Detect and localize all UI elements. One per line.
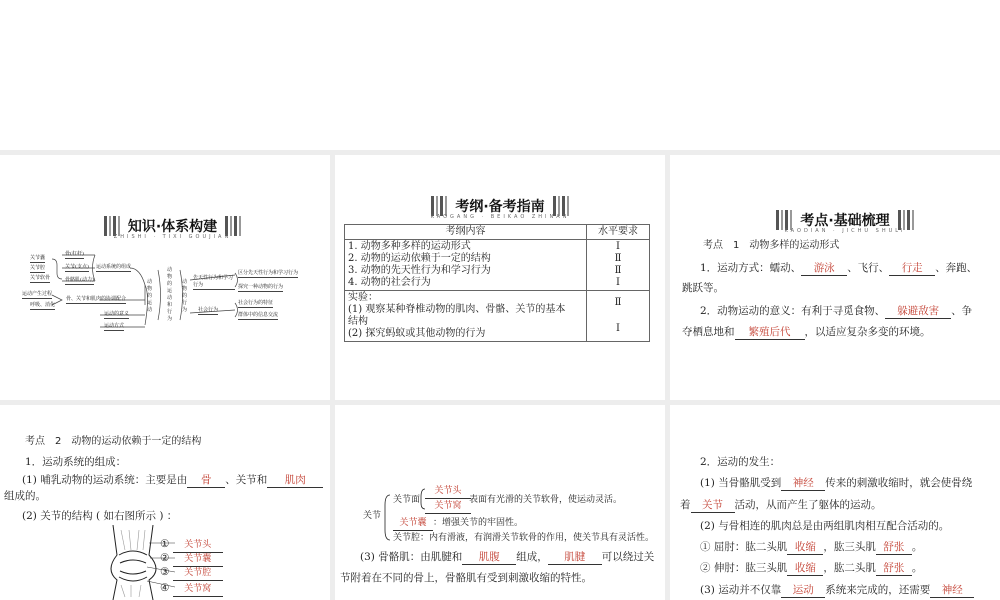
- top-blank-area: [0, 0, 1000, 150]
- table-cell-content: [345, 291, 587, 342]
- experiment-item: (1) 观察某种脊椎动物的肌肉、骨骼、关节的基本: [348, 304, 566, 315]
- answer-blank: 神经: [930, 583, 974, 598]
- syllabus-item: 3. 动物的先天性行为和学习行为: [348, 265, 491, 276]
- answer-blank: 舒张: [876, 561, 912, 576]
- mindmap-mid-item: 骨骼肌(动力): [65, 277, 94, 283]
- table-header: 考纲内容: [345, 225, 587, 240]
- syllabus-item: 2. 动物的运动依赖于一定的结构: [348, 253, 491, 264]
- section-heading: 考点 1 动物多样的运动形式: [703, 240, 840, 251]
- banner-subtitle: KAODIAN · JICHU SHULI: [784, 228, 906, 234]
- mindmap-left-item: 关节软骨: [30, 275, 51, 281]
- experiment-item: (2) 探究蚂蚁或其他动物的行为: [348, 328, 486, 339]
- text: 、奔跑、: [935, 262, 978, 274]
- paragraph: 节附着在不同的骨上，骨骼肌有受到刺激收缩的特性。: [340, 572, 592, 584]
- cavity-line: 关节腔：内有滑液，有润滑关节软骨的作用，使关节具有灵活性。: [393, 533, 655, 543]
- level-value: Ⅱ: [614, 265, 622, 276]
- text: ② 伸肘：肱三头肌: [700, 562, 788, 574]
- paragraph: 组成的。: [4, 490, 46, 502]
- mindmap-left-item: 关节腔: [30, 265, 46, 271]
- table-cell-level: [587, 291, 650, 342]
- syllabus-item: 4. 动物的社会行为: [348, 277, 431, 288]
- paragraph: [700, 561, 922, 576]
- text: 系统来完成的，还需要: [825, 584, 931, 596]
- paragraph: [682, 325, 931, 340]
- slide-joint-details[interactable]: [335, 405, 665, 600]
- mindmap-mid-item: 运动方式: [104, 323, 125, 329]
- surface-description: 表面有光滑的关节软骨，使运动灵活。: [469, 495, 623, 505]
- slide-basic-review[interactable]: [670, 155, 1000, 400]
- mindmap-mid-item: 运动的意义: [104, 311, 130, 317]
- mindmap-left-item: 呼吸、消化: [30, 302, 56, 308]
- syllabus-table: [344, 224, 650, 342]
- banner-title: 考纲·备考指南: [455, 199, 545, 215]
- answer-blank: 舒张: [876, 540, 912, 555]
- mindmap-center-2: 动物的运动和行为: [167, 267, 173, 322]
- text: 组成，: [516, 551, 548, 563]
- mindmap-left-item: 骨、关节和肌肉的协调配合: [66, 296, 127, 302]
- mindmap-mid-item: 骨(杠杆): [65, 251, 84, 257]
- text: (1) 当骨骼肌受到: [700, 477, 782, 489]
- banner-bars-right: [898, 210, 914, 230]
- text: ① 屈肘：肱二头肌: [700, 541, 788, 553]
- level-value: Ⅰ: [616, 323, 620, 334]
- answer-blank: 收缩: [787, 561, 823, 576]
- label-number: ③: [160, 566, 170, 578]
- text: ，以适应复杂多变的环境。: [804, 326, 931, 338]
- text: 传来的刺激收缩时，就会使骨绕: [825, 477, 973, 489]
- level-value: Ⅰ: [616, 241, 620, 252]
- paragraph: [22, 473, 323, 488]
- answer-blank: 关节腔: [173, 566, 223, 581]
- banner-subtitle: ZHISHI · TIXI GOUJIAN: [113, 234, 232, 240]
- mindmap-right-item: 探究一种动物的行为: [238, 284, 284, 290]
- paragraph: (2) 与骨相连的肌肉总是由两组肌肉相互配合活动的。: [700, 520, 950, 532]
- level-value: Ⅰ: [616, 277, 620, 288]
- answer-blank: 关节: [691, 498, 735, 513]
- paragraph: [360, 550, 654, 565]
- mindmap-right-mid: 先天性行为和学习行为: [193, 275, 234, 288]
- text: (1) 哺乳动物的运动系统：主要是由: [22, 474, 188, 486]
- mindmap-left-item: 关节囊: [30, 255, 46, 261]
- text: 1．运动方式：蠕动、: [700, 262, 802, 274]
- paragraph: [700, 261, 977, 276]
- answer-blank: 关节囊: [393, 516, 433, 531]
- text: 着: [680, 499, 691, 511]
- label-number: ①: [160, 538, 170, 550]
- experiment-item: 结构: [348, 316, 368, 327]
- answer-blank: 关节窝: [425, 499, 471, 514]
- text: ：增强关节的牢固性。: [433, 518, 524, 528]
- banner-bars-left: [431, 196, 447, 216]
- text: ，肱三头肌: [823, 541, 876, 553]
- paragraph: [700, 304, 972, 319]
- section-heading: 考点 2 动物的运动依赖于一定的结构: [25, 436, 202, 447]
- table-row: [345, 291, 650, 342]
- section-banner: [390, 193, 610, 219]
- section-banner: [750, 207, 940, 233]
- syllabus-item: 1. 动物多种多样的运动形式: [348, 241, 471, 252]
- banner-bars-left: [776, 210, 792, 230]
- slide-structure[interactable]: [0, 405, 330, 600]
- capsule-line: [393, 516, 523, 531]
- answer-blank: 行走: [889, 261, 935, 276]
- answer-blank: 骨: [187, 473, 225, 488]
- answer-blank: 收缩: [787, 540, 823, 555]
- mindmap-right-item: 区分先天性行为和学习行为: [238, 270, 299, 276]
- table-cell-content: [345, 240, 587, 291]
- slide-movement[interactable]: [670, 405, 1000, 600]
- paragraph: 1．运动系统的组成：: [25, 456, 127, 468]
- text: 夺栖息地和: [682, 326, 735, 338]
- table-cell-level: [587, 240, 650, 291]
- text: (3) 骨骼肌：由肌腱和: [360, 551, 463, 563]
- joint-label: 关节: [363, 511, 382, 521]
- answer-blank: 游泳: [801, 261, 847, 276]
- level-value: Ⅱ: [614, 297, 622, 308]
- text: 。: [911, 541, 923, 553]
- mindmap-mid-item: 运动系统的组成: [96, 264, 132, 270]
- banner-subtitle: KAOGANG · BEIKAO ZHINAN: [430, 214, 570, 220]
- answer-blank: 关节窝: [173, 582, 223, 597]
- paragraph: 2．运动的发生：: [700, 456, 781, 468]
- mindmap-right-mid: 社会行为: [198, 307, 219, 313]
- answer-blank: 躲避敌害: [885, 304, 951, 319]
- mindmap-right-item: 社会行为的特征: [238, 300, 274, 306]
- answer-blank: 繁殖后代: [735, 325, 805, 340]
- text: 、飞行、: [847, 262, 890, 274]
- text: 可以绕过关: [601, 551, 655, 563]
- text: (3) 运动并不仅靠: [700, 584, 782, 596]
- experiment-title: 实验：: [348, 292, 378, 303]
- paragraph: 跳跃等。: [682, 282, 724, 294]
- mindmap-right-item: 群体中的信息交流: [238, 312, 279, 318]
- answer-blank: 肌肉: [267, 473, 323, 488]
- slide-knowledge-system[interactable]: [0, 155, 330, 400]
- paragraph: [700, 583, 974, 598]
- mindmap-behavior: 动物的行为: [182, 279, 188, 313]
- paragraph: (2) 关节的结构 ( 如右图所示 ) ：: [22, 510, 178, 522]
- paragraph: [680, 498, 882, 513]
- joint-label: [160, 565, 223, 581]
- label-number: ②: [160, 552, 170, 564]
- text: 、关节和: [225, 474, 268, 486]
- table-row: [345, 240, 650, 291]
- joint-label: [160, 581, 223, 597]
- text: 2．动物运动的意义：有利于寻觅食物、: [700, 305, 886, 317]
- slide-exam-guide[interactable]: [335, 155, 665, 400]
- surface-label: 关节面: [393, 495, 421, 505]
- mindmap-center: 动物的运动: [147, 279, 153, 313]
- answer-blank: 关节头: [425, 484, 471, 499]
- answer-blank: 神经: [781, 476, 825, 491]
- paragraph: [700, 476, 972, 491]
- level-value: Ⅱ: [614, 253, 622, 264]
- paragraph: [700, 540, 922, 555]
- banner-title: 考点·基础梳理: [800, 213, 890, 229]
- mindmap-mid-item: 关节(支点): [65, 264, 89, 270]
- label-number: ④: [160, 582, 170, 594]
- answer-blank: 关节头: [173, 538, 223, 553]
- mindmap-left-item: 运动产生过程: [22, 291, 53, 297]
- table-header: 水平要求: [587, 225, 650, 240]
- text: 、争: [951, 305, 973, 317]
- table-header-row: [345, 225, 650, 240]
- answer-blank: 关节囊: [173, 552, 223, 567]
- banner-bars-right: [553, 196, 569, 216]
- text: 活动，从而产生了躯体的运动。: [734, 499, 882, 511]
- text: 。: [911, 562, 923, 574]
- answer-blank: 运动: [781, 583, 825, 598]
- text: ，肱二头肌: [823, 562, 876, 574]
- banner-title: 知识·体系构建: [127, 219, 218, 235]
- answer-blank: 肌腱: [548, 550, 602, 565]
- answer-blank: 肌腹: [462, 550, 516, 565]
